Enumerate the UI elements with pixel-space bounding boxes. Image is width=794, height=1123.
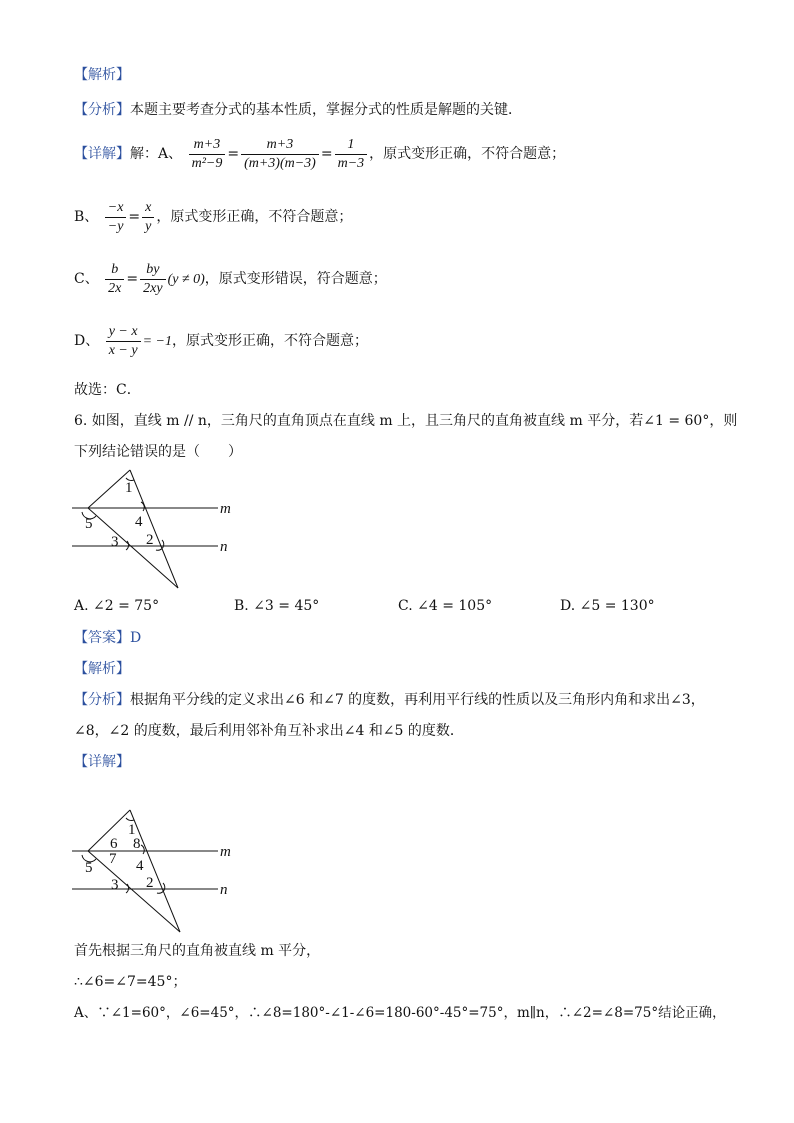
analysis-tag-2: 【分析】: [74, 692, 130, 708]
option-b: B. ∠3 = 45°: [234, 598, 320, 614]
angle-label: 7: [109, 851, 117, 867]
answer-tag: 【答案】D: [74, 630, 142, 646]
angle-label: 1: [125, 480, 133, 496]
fraction: $\frac{1}{m-3}$: [335, 136, 368, 173]
question-diagram: [70, 468, 250, 598]
angle-label: 3: [111, 534, 119, 550]
item-c-prefix: C、: [74, 271, 99, 287]
line-b: B、 $\frac{-x}{-y}$ = $\frac{x}{y}$ ，原式变形正确，不符合题意；: [74, 199, 353, 234]
line-m-label: m: [220, 501, 231, 517]
analysis-line-2: [74, 690, 705, 710]
detail-tag-2: 【详解】: [74, 754, 130, 770]
line-m-label: m: [220, 844, 231, 860]
angle-label: 1: [128, 822, 136, 838]
fraction: $\frac{-x}{-y}$: [105, 199, 127, 236]
angle-label: 6: [110, 836, 118, 852]
angle-label: 2: [146, 875, 154, 891]
option-a: A. ∠2 = 75°: [74, 598, 160, 614]
step-1: 首先根据三角尺的直角被直线 m 平分，: [74, 943, 321, 959]
item-c-tail: ，原式变形错误，符合题意；: [204, 271, 387, 287]
option-d: D. ∠5 = 130°: [560, 598, 655, 614]
question-6-line2: 下列结论错误的是（ ）: [74, 444, 242, 460]
analysis-text: 本题主要考查分式的基本性质，掌握分式的性质是解题的关键．: [130, 102, 522, 118]
fraction: $\frac{m+3}{\text{m²−9}}$: [189, 136, 226, 173]
angle-label: 3: [111, 877, 119, 893]
option-c: C. ∠4 = 105°: [398, 598, 493, 614]
jiexi-tag: 【解析】: [74, 67, 130, 83]
answer-choice: 故选：C．: [74, 382, 141, 398]
analysis-line: [74, 100, 522, 120]
angle-label: 8: [133, 836, 141, 852]
analysis-tag: 【分析】: [74, 102, 130, 118]
fraction: $\frac{m+3}{(m+3)(m-3)}$: [241, 136, 319, 173]
angle-label: 2: [146, 532, 154, 548]
analysis-text-2: 根据角平分线的定义求出∠6 和∠7 的度数，再利用平行线的性质以及三角形内角和求出∠3，: [130, 692, 705, 708]
line-n-label: n: [220, 539, 228, 555]
fraction: $\frac{by}{2xy}$: [140, 261, 165, 298]
analysis-line-3: ∠8，∠2 的度数，最后利用邻补角互补求出∠4 和∠5 的度数．: [74, 723, 464, 739]
fraction: $\frac{b}{2x}$: [105, 261, 124, 298]
line-c: C、 $\frac{b}{2x}$ = $\frac{by}{2xy}$ (y ≠ 0)，原式变形错误，符合题意；: [74, 261, 387, 296]
fraction: $\frac{x}{y}$: [142, 199, 154, 236]
line-n-label: n: [220, 882, 228, 898]
line-d: [74, 320, 368, 363]
item-d-prefix: D、: [74, 333, 100, 349]
step-3: A、∵∠1=60°，∠6=45°，∴∠8=180°-∠1-∠6=180-60°-45°=75°，m∥n，∴∠2=∠8=75°结论正确，: [74, 1005, 726, 1021]
item-b-prefix: B、: [74, 209, 99, 225]
detail-tag: 【详解】: [74, 146, 130, 162]
jiexi-tag-2: 【解析】: [74, 661, 130, 677]
fraction: $\frac{y - x}{x - y}$: [106, 323, 141, 360]
item-d-tail: ，原式变形正确，不符合题意；: [171, 333, 368, 349]
equation-rhs: = −1: [142, 334, 172, 349]
angle-label: 4: [136, 858, 144, 874]
solution-diagram: [70, 808, 250, 938]
item-b-tail: ，原式变形正确，不符合题意；: [156, 209, 353, 225]
step-2: ∴∠6=∠7=45°；: [74, 974, 187, 990]
detail-line-a: 【详解】解：A、 $\frac{m+3}{\text{m²−9}}$ = $\frac{m+3}{(m+3)(m-3)}$ = $\frac{1}{m-3}$ ，原式变形正确，不符合题意；: [74, 136, 566, 171]
angle-label: 5: [85, 516, 93, 532]
angle-label: 5: [85, 860, 93, 876]
angle-label: 4: [135, 514, 143, 530]
question-6-line1: 6. 如图，直线 m // n，三角尺的直角顶点在直线 m 上，且三角尺的直角被直线 m 平分，若∠1 = 60°，则: [74, 413, 738, 429]
condition: (y ≠ 0): [167, 272, 205, 287]
item-a-prefix: 解：A、: [130, 146, 183, 162]
item-a-tail: ，原式变形正确，不符合题意；: [369, 146, 566, 162]
